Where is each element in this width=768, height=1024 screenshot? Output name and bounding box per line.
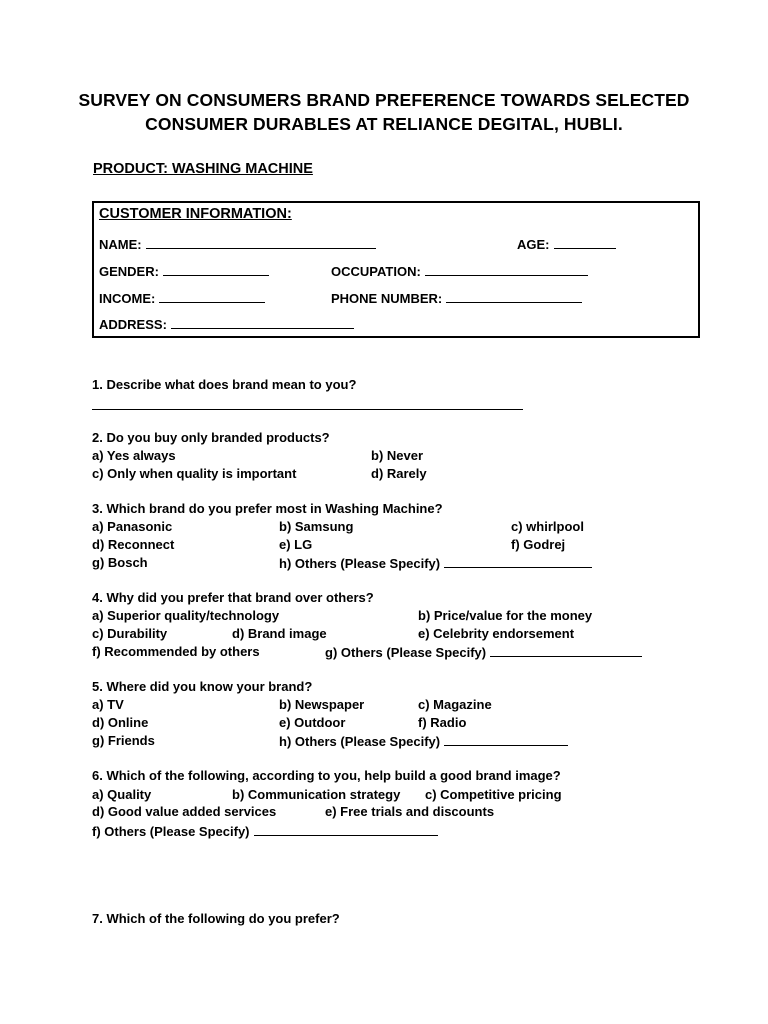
- customer-information-heading: CUSTOMER INFORMATION:: [99, 206, 292, 222]
- occupation-row: [331, 263, 588, 279]
- gender-field[interactable]: [163, 263, 269, 276]
- question-7: 7. Which of the following do you prefer?: [92, 911, 340, 926]
- question-4: 4. Why did you prefer that brand over others?: [92, 590, 374, 605]
- q6-option-e[interactable]: e) Free trials and discounts: [325, 804, 495, 819]
- q4-option-c[interactable]: c) Durability: [92, 626, 168, 641]
- q3-option-g[interactable]: g) Bosch: [92, 555, 148, 570]
- occupation-field[interactable]: [425, 263, 588, 276]
- q6-option-a[interactable]: a) Quality: [92, 787, 152, 802]
- survey-title-line-2: CONSUMER DURABLES AT RELIANCE DEGITAL, HUBLI.: [145, 114, 623, 134]
- q5-option-g[interactable]: g) Friends: [92, 733, 155, 748]
- gender-row: [99, 263, 269, 279]
- q6-option-c[interactable]: c) Competitive pricing: [425, 787, 562, 802]
- phone-row: [331, 290, 582, 306]
- q5-option-a[interactable]: a) TV: [92, 697, 124, 712]
- gender-label: GENDER:: [99, 264, 159, 279]
- q6-option-b[interactable]: b) Communication strategy: [232, 787, 401, 802]
- q4-option-a[interactable]: a) Superior quality/technology: [92, 608, 280, 623]
- question-3: 3. Which brand do you prefer most in Washing Machine?: [92, 501, 443, 516]
- q2-option-a[interactable]: a) Yes always: [92, 448, 176, 463]
- q5-others-field[interactable]: [444, 733, 568, 746]
- q6-option-f-row: [92, 823, 438, 839]
- q6-option-f[interactable]: f) Others (Please Specify): [92, 824, 250, 839]
- phone-number-label: PHONE NUMBER:: [331, 291, 443, 306]
- q5-option-h-row: [279, 733, 568, 749]
- q4-option-e[interactable]: e) Celebrity endorsement: [418, 626, 575, 641]
- question-1: 1. Describe what does brand mean to you?: [92, 377, 357, 392]
- q5-option-b[interactable]: b) Newspaper: [279, 697, 365, 712]
- question-1-answer-line[interactable]: [92, 397, 523, 410]
- q2-option-b[interactable]: b) Never: [371, 448, 424, 463]
- question-5: 5. Where did you know your brand?: [92, 679, 313, 694]
- name-label: NAME:: [99, 237, 142, 252]
- q3-option-f[interactable]: f) Godrej: [511, 537, 566, 552]
- address-field[interactable]: [171, 316, 354, 329]
- address-row: [99, 316, 354, 332]
- q3-option-c[interactable]: c) whirlpool: [511, 519, 584, 534]
- name-row: [99, 236, 376, 252]
- product-heading: PRODUCT: WASHING MACHINE: [93, 161, 313, 177]
- q3-option-h[interactable]: h) Others (Please Specify): [279, 556, 441, 571]
- survey-title-line-1: SURVEY ON CONSUMERS BRAND PREFERENCE TOWARDS SELECTED: [78, 90, 690, 110]
- q4-option-b[interactable]: b) Price/value for the money: [418, 608, 593, 623]
- q4-option-d[interactable]: d) Brand image: [232, 626, 327, 641]
- q5-option-d[interactable]: d) Online: [92, 715, 149, 730]
- q5-option-c[interactable]: c) Magazine: [418, 697, 492, 712]
- age-label: AGE:: [517, 237, 550, 252]
- income-label: INCOME:: [99, 291, 156, 306]
- q4-option-f[interactable]: f) Recommended by others: [92, 644, 260, 659]
- q5-option-e[interactable]: e) Outdoor: [279, 715, 346, 730]
- q4-option-g-row: [325, 644, 642, 660]
- q3-others-field[interactable]: [444, 555, 592, 568]
- q3-option-h-row: [279, 555, 592, 571]
- q5-option-h[interactable]: h) Others (Please Specify): [279, 734, 441, 749]
- q4-option-g[interactable]: g) Others (Please Specify): [325, 645, 487, 660]
- name-field[interactable]: [146, 236, 376, 249]
- q5-option-f[interactable]: f) Radio: [418, 715, 467, 730]
- address-label: ADDRESS:: [99, 317, 167, 332]
- q3-option-b[interactable]: b) Samsung: [279, 519, 354, 534]
- occupation-label: OCCUPATION:: [331, 264, 421, 279]
- q4-others-field[interactable]: [490, 644, 642, 657]
- q6-option-d[interactable]: d) Good value added services: [92, 804, 277, 819]
- income-field[interactable]: [159, 290, 265, 303]
- question-6: 6. Which of the following, according to you, help build a good brand image?: [92, 768, 561, 783]
- q6-others-field[interactable]: [254, 823, 438, 836]
- age-field[interactable]: [554, 236, 616, 249]
- age-row: [517, 236, 616, 252]
- question-2: 2. Do you buy only branded products?: [92, 430, 330, 445]
- phone-number-field[interactable]: [446, 290, 582, 303]
- q2-option-d[interactable]: d) Rarely: [371, 466, 427, 481]
- q3-option-d[interactable]: d) Reconnect: [92, 537, 175, 552]
- q2-option-c[interactable]: c) Only when quality is important: [92, 466, 297, 481]
- q3-option-e[interactable]: e) LG: [279, 537, 313, 552]
- income-row: [99, 290, 265, 306]
- q3-option-a[interactable]: a) Panasonic: [92, 519, 173, 534]
